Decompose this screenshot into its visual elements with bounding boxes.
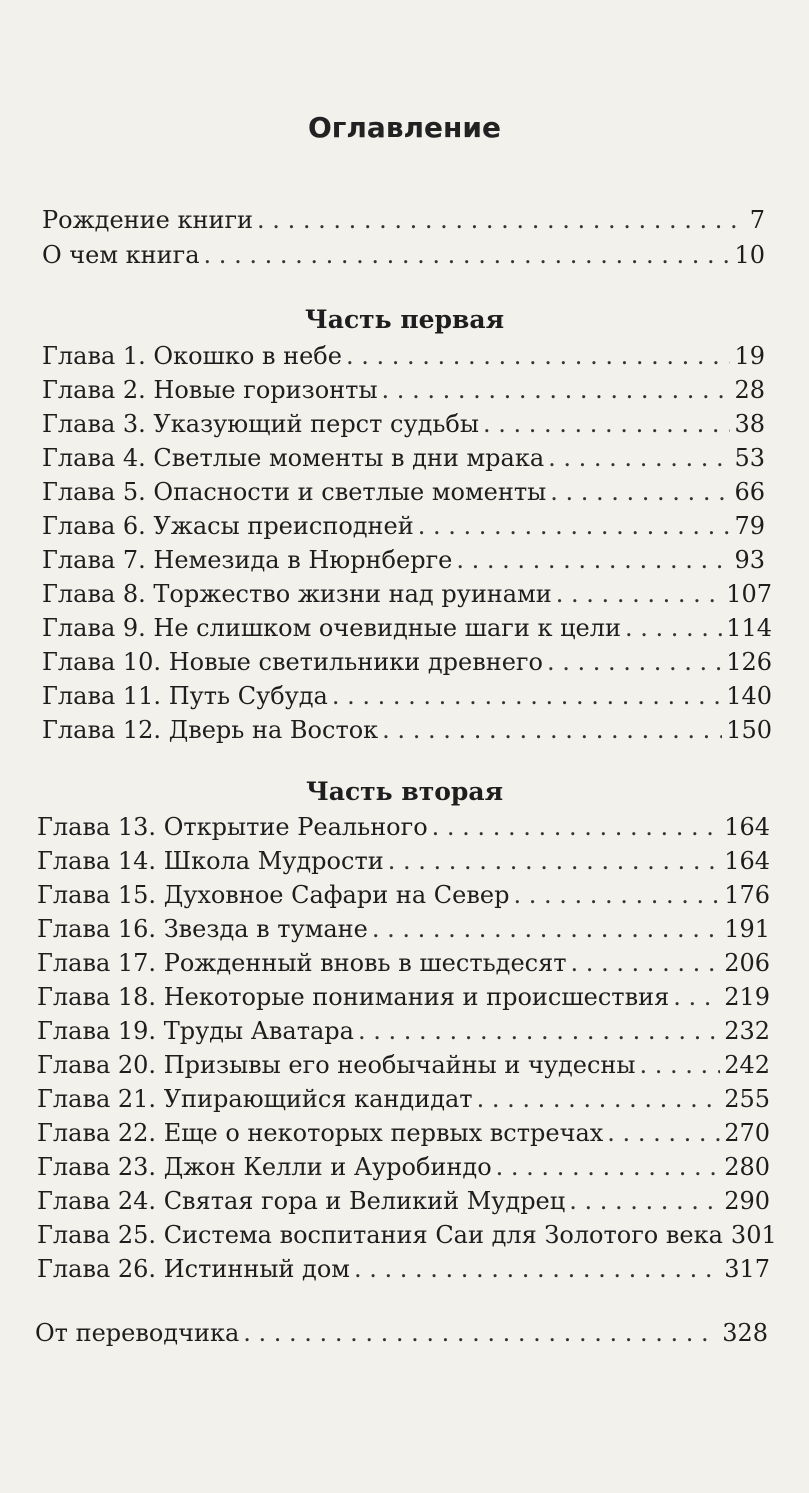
- toc-entry: [42, 611, 772, 645]
- entry-page: 107: [726, 580, 772, 608]
- entry-label: Глава 25. Система воспитания Саи для Золотого века: [37, 1221, 723, 1249]
- entry-label: Глава 20. Призывы его необычайны и чудесны: [37, 1051, 636, 1079]
- entry-page: 150: [726, 716, 772, 744]
- entry-label: Глава 10. Новые светильники древнего: [42, 648, 543, 676]
- entry-label: Глава 2. Новые горизонты: [42, 376, 378, 404]
- toc-entry: [37, 1082, 770, 1116]
- entry-label: Рождение книги: [42, 206, 254, 234]
- leader-dots: [456, 543, 730, 577]
- entry-label: Глава 18. Некоторые понимания и происшествия: [37, 983, 670, 1011]
- leader-dots: [382, 373, 731, 407]
- entry-label: Глава 17. Рожденный вновь в шестьдесят: [37, 949, 567, 977]
- entry-page: 242: [724, 1051, 770, 1079]
- toc-entry-outro: [35, 1316, 768, 1350]
- entry-label: Глава 11. Путь Субуда: [42, 682, 328, 710]
- entry-label: Глава 26. Истинный дом: [37, 1255, 350, 1283]
- toc-entry: [42, 645, 772, 679]
- entry-label: Глава 24. Святая гора и Великий Мудрец: [37, 1187, 566, 1215]
- entry-label: Глава 9. Не слишком очевидные шаги к цели: [42, 614, 621, 642]
- entry-label: Глава 1. Окошко в небе: [42, 342, 342, 370]
- leader-dots: [556, 577, 722, 611]
- toc-entry: [37, 1014, 770, 1048]
- leader-dots: [547, 645, 722, 679]
- leader-dots: [569, 1184, 720, 1218]
- leader-dots: [372, 912, 720, 946]
- entry-page: 328: [722, 1319, 768, 1347]
- toc-entry-intro: [42, 203, 765, 237]
- entry-label: Глава 4. Светлые моменты в дни мрака: [42, 444, 545, 472]
- toc-entry: [37, 980, 770, 1014]
- leader-dots: [346, 339, 731, 373]
- toc-entry: [42, 577, 772, 611]
- entry-page: 219: [724, 983, 770, 1011]
- section-title-part2: Часть вторая: [305, 777, 504, 806]
- leader-dots: [243, 1316, 718, 1350]
- entry-label: Глава 6. Ужасы преисподней: [42, 512, 414, 540]
- entry-label: Глава 5. Опасности и светлые моменты: [42, 478, 547, 506]
- entry-page: 66: [734, 478, 765, 506]
- entry-label: Глава 13. Открытие Реального: [37, 813, 428, 841]
- toc-entry: [37, 844, 770, 878]
- leader-dots: [673, 980, 720, 1014]
- entry-label: Глава 19. Труды Аватара: [37, 1017, 354, 1045]
- entry-page: 317: [724, 1255, 770, 1283]
- entry-label: Глава 7. Немезида в Нюрнберге: [42, 546, 453, 574]
- leader-dots: [382, 713, 722, 747]
- toc-entry: [37, 1116, 770, 1150]
- toc-entry: [37, 1218, 777, 1252]
- entry-label: Глава 23. Джон Келли и Ауробиндо: [37, 1153, 492, 1181]
- entry-label: Глава 21. Упирающийся кандидат: [37, 1085, 473, 1113]
- section-title-part1: Часть первая: [304, 305, 505, 334]
- toc-entry: [37, 912, 770, 946]
- toc-entry: [37, 1252, 770, 1286]
- entry-page: 140: [726, 682, 772, 710]
- toc-entry: [42, 679, 772, 713]
- leader-dots: [548, 441, 730, 475]
- toc-entry: [37, 946, 770, 980]
- leader-dots: [332, 679, 722, 713]
- entry-page: 7: [749, 206, 765, 234]
- leader-dots: [388, 844, 720, 878]
- leader-dots: [607, 1116, 720, 1150]
- leader-dots: [354, 1252, 720, 1286]
- entry-page: 232: [724, 1017, 770, 1045]
- entry-page: 114: [726, 614, 772, 642]
- toc-entry: [42, 475, 765, 509]
- entry-label: Глава 22. Еще о некоторых первых встречах: [37, 1119, 604, 1147]
- entry-page: 38: [734, 410, 765, 438]
- leader-dots: [550, 475, 730, 509]
- entry-label: Глава 8. Торжество жизни над руинами: [42, 580, 552, 608]
- toc-entry: [37, 1150, 770, 1184]
- entry-page: 28: [734, 376, 765, 404]
- entry-page: 126: [726, 648, 772, 676]
- entry-label: О чем книга: [42, 241, 200, 269]
- entry-page: 93: [734, 546, 765, 574]
- leader-dots: [496, 1150, 721, 1184]
- toc-entry: [42, 339, 765, 373]
- entry-page: 164: [724, 847, 770, 875]
- toc-entry: [37, 878, 770, 912]
- entry-page: 176: [724, 881, 770, 909]
- toc-entry: [42, 441, 765, 475]
- leader-dots: [513, 878, 720, 912]
- entry-page: 10: [734, 241, 765, 269]
- leader-dots: [640, 1048, 721, 1082]
- leader-dots: [204, 238, 731, 272]
- toc-entry: [42, 509, 765, 543]
- toc-entry: [37, 810, 770, 844]
- leader-dots: [418, 509, 731, 543]
- entry-page: 206: [724, 949, 770, 977]
- toc-entry: [42, 373, 765, 407]
- entry-page: 79: [734, 512, 765, 540]
- entry-page: 255: [724, 1085, 770, 1113]
- toc-entry: [37, 1048, 770, 1082]
- entry-label: Глава 15. Духовное Сафари на Север: [37, 881, 510, 909]
- entry-page: 53: [734, 444, 765, 472]
- toc-entry: [37, 1184, 770, 1218]
- leader-dots: [358, 1014, 720, 1048]
- entry-label: Глава 12. Дверь на Восток: [42, 716, 379, 744]
- toc-entry: [42, 543, 765, 577]
- leader-dots: [477, 1082, 721, 1116]
- entry-page: 164: [724, 813, 770, 841]
- page-title: Оглавление: [307, 111, 501, 144]
- entry-page: 19: [734, 342, 765, 370]
- leader-dots: [483, 407, 730, 441]
- entry-page: 301: [730, 1221, 777, 1249]
- entry-page: 270: [724, 1119, 770, 1147]
- entry-label: От переводчика: [35, 1319, 240, 1347]
- entry-label: Глава 3. Указующий перст судьбы: [42, 410, 479, 438]
- entry-page: 290: [724, 1187, 770, 1215]
- leader-dots: [432, 810, 721, 844]
- entry-label: Глава 14. Школа Мудрости: [37, 847, 384, 875]
- toc-entry: [42, 713, 772, 747]
- entry-page: 280: [724, 1153, 770, 1181]
- leader-dots: [571, 946, 721, 980]
- leader-dots: [625, 611, 722, 645]
- toc-entry: [42, 407, 765, 441]
- entry-page: 191: [724, 915, 770, 943]
- entry-label: Глава 16. Звезда в тумане: [37, 915, 368, 943]
- toc-entry-intro: [42, 238, 765, 272]
- leader-dots: [257, 203, 746, 237]
